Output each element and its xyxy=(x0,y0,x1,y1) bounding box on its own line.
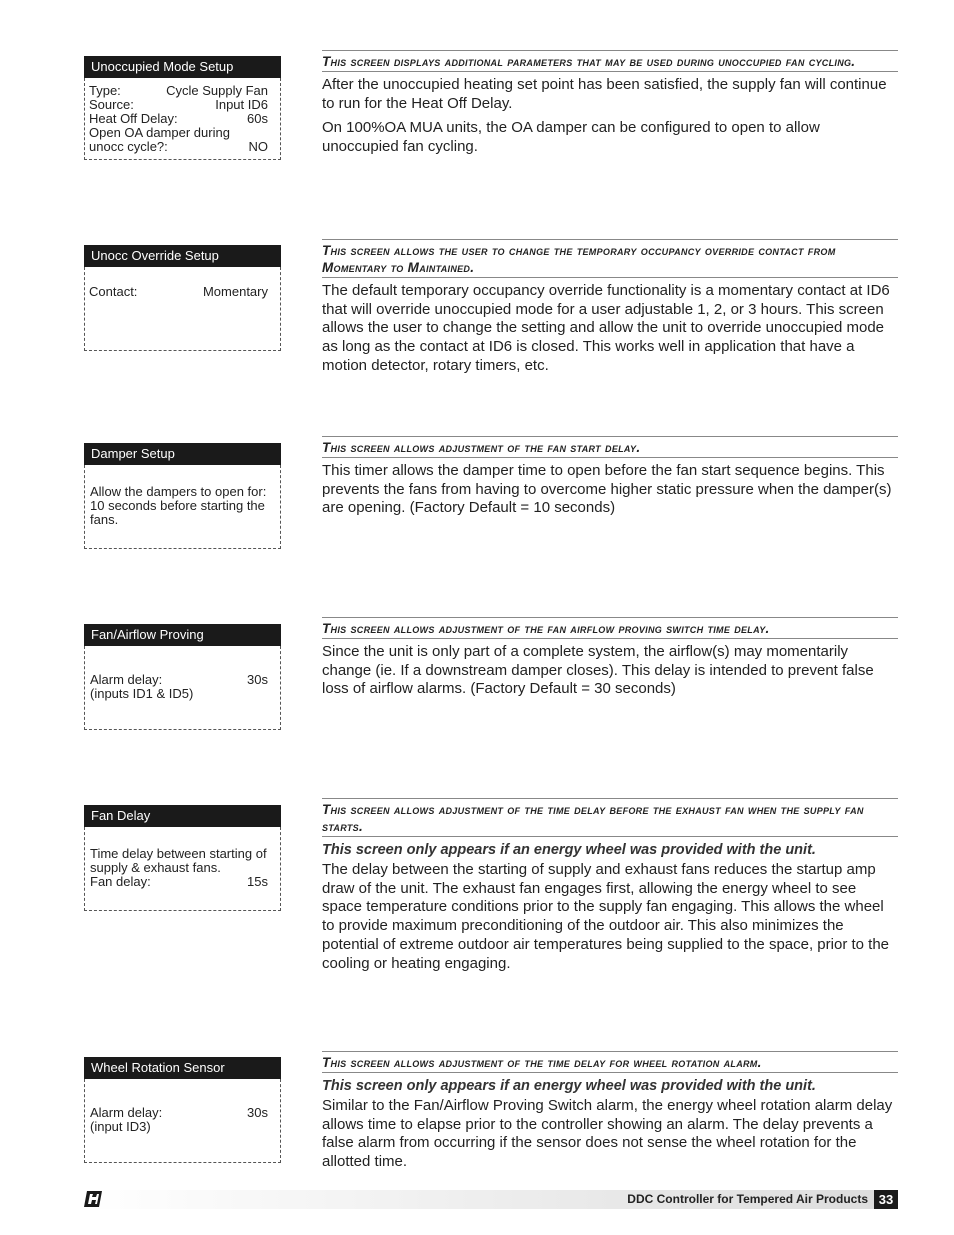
section-heading: This screen allows adjustment of the time delay for wheel rotation alarm. xyxy=(322,1051,898,1073)
screen-damper-setup xyxy=(84,443,281,549)
screen-row: Alarm delay: 30s xyxy=(90,1105,268,1120)
paragraph: Similar to the Fan/Airflow Proving Switch alarm, the energy wheel rotation alarm delay allows time to elapse prior to the controller showing an alarm. The delay prevents a false alarm from occurring if the sensor does not sense the wheel rotation for the allotted time. xyxy=(322,1097,893,1171)
section-heading: This screen allows adjustment of the fan airflow proving switch time delay. xyxy=(322,617,898,639)
screen-title: Damper Setup xyxy=(84,443,281,465)
greenheck-logo-icon xyxy=(84,1191,102,1207)
screen-body xyxy=(84,78,281,160)
screen-body xyxy=(84,827,281,911)
paragraph: On 100%OA MUA units, the OA damper can be configured to open to allow unoccupied fan cycling. xyxy=(322,119,820,156)
section-heading: This screen allows adjustment of the time delay before the exhaust fan when the supply fan starts. xyxy=(322,798,898,837)
screen-row: Open OA damper during xyxy=(89,125,230,140)
screen-text: Time delay between starting of supply & exhaust fans. xyxy=(90,846,267,875)
footer-title: DDC Controller for Tempered Air Products xyxy=(627,1192,868,1206)
screen-fan-delay xyxy=(84,805,281,911)
screen-body xyxy=(84,465,281,549)
screen-row: Contact: Momentary xyxy=(89,284,268,299)
paragraph: Since the unit is only part of a complete system, the airflow(s) may momentarily change (ie. If a downstream damper closes). This delay is intended to prevent false loss of airflow alarms. (Factory Default = 30 seconds) xyxy=(322,643,874,698)
description-fan-delay xyxy=(322,798,898,973)
description-override xyxy=(322,239,898,376)
screen-unoccupied-mode-setup xyxy=(84,56,281,160)
screen-fan-airflow-proving xyxy=(84,624,281,730)
screen-title: Fan Delay xyxy=(84,805,281,827)
screen-title: Unoccupied Mode Setup xyxy=(84,56,281,78)
screen-row: (inputs ID1 & ID5) xyxy=(90,686,194,701)
description-airflow xyxy=(322,617,898,699)
paragraph: The default temporary occupancy override functionality is a momentary contact at ID6 that will override unoccupied mode for a user adjustable 1, 2, or 3 hours. This screen allows the user to change the setting and allow the unit to override unoccupied mode as long as the contact at ID6 is closed. This works well in application that have a motion detector, rotary timers, etc. xyxy=(322,282,890,374)
description-wheel-rotation xyxy=(322,1051,898,1172)
screen-row: (input ID3) xyxy=(90,1119,151,1134)
energy-wheel-note: This screen only appears if an energy wheel was provided with the unit. xyxy=(322,1078,816,1094)
section-heading: This screen allows adjustment of the fan start delay. xyxy=(322,436,898,458)
paragraph: After the unoccupied heating set point has been satisfied, the supply fan will continue to run for the Heat Off Delay. xyxy=(322,76,887,112)
energy-wheel-note: This screen only appears if an energy wheel was provided with the unit. xyxy=(322,842,816,858)
screen-unocc-override-setup xyxy=(84,245,281,351)
screen-body xyxy=(84,1079,281,1163)
screen-title: Wheel Rotation Sensor xyxy=(84,1057,281,1079)
screen-body xyxy=(84,646,281,730)
section-heading: This screen allows the user to change the temporary occupancy override contact from Momentary to Maintained. xyxy=(322,239,898,278)
screen-title: Unocc Override Setup xyxy=(84,245,281,267)
paragraph: The delay between the starting of supply and exhaust fans reduces the startup amp draw of the unit. The exhaust fan engages first, allowing the energy wheel to see space temperature conditions prior to the supply fan engaging. This allows the wheel to provide maximum preconditioning of the outdoor air. This also minimizes the potential of extreme outdoor air temperatures being supplied to the space, prior to the cooling or heating engaging. xyxy=(322,861,890,972)
description-damper xyxy=(322,436,898,518)
page-number: 33 xyxy=(874,1190,898,1209)
screen-body xyxy=(84,267,281,351)
page-footer xyxy=(84,1190,898,1209)
screen-text: Allow the dampers to open for: 10 seconds before starting the fans. xyxy=(90,484,267,527)
description-unoccupied-mode xyxy=(322,50,898,157)
section-heading: This screen displays additional parameters that may be used during unoccupied fan cycling. xyxy=(322,50,898,72)
screen-row: Type: Cycle Supply Fan xyxy=(89,83,268,98)
screen-wheel-rotation-sensor xyxy=(84,1057,281,1163)
screen-title: Fan/Airflow Proving xyxy=(84,624,281,646)
paragraph: This timer allows the damper time to open before the fan start sequence begins. This prevents the fans from having to overcome higher static pressure when the damper(s) are opening. (Factory Default = 10 seconds) xyxy=(322,462,892,517)
screen-row: Fan delay: 15s xyxy=(90,874,268,889)
screen-row: Alarm delay: 30s xyxy=(90,672,268,687)
screen-row: Source: Input ID6 xyxy=(89,97,268,112)
screen-row: Heat Off Delay: 60s xyxy=(89,111,268,126)
screen-row: unocc cycle?: NO xyxy=(89,139,268,154)
